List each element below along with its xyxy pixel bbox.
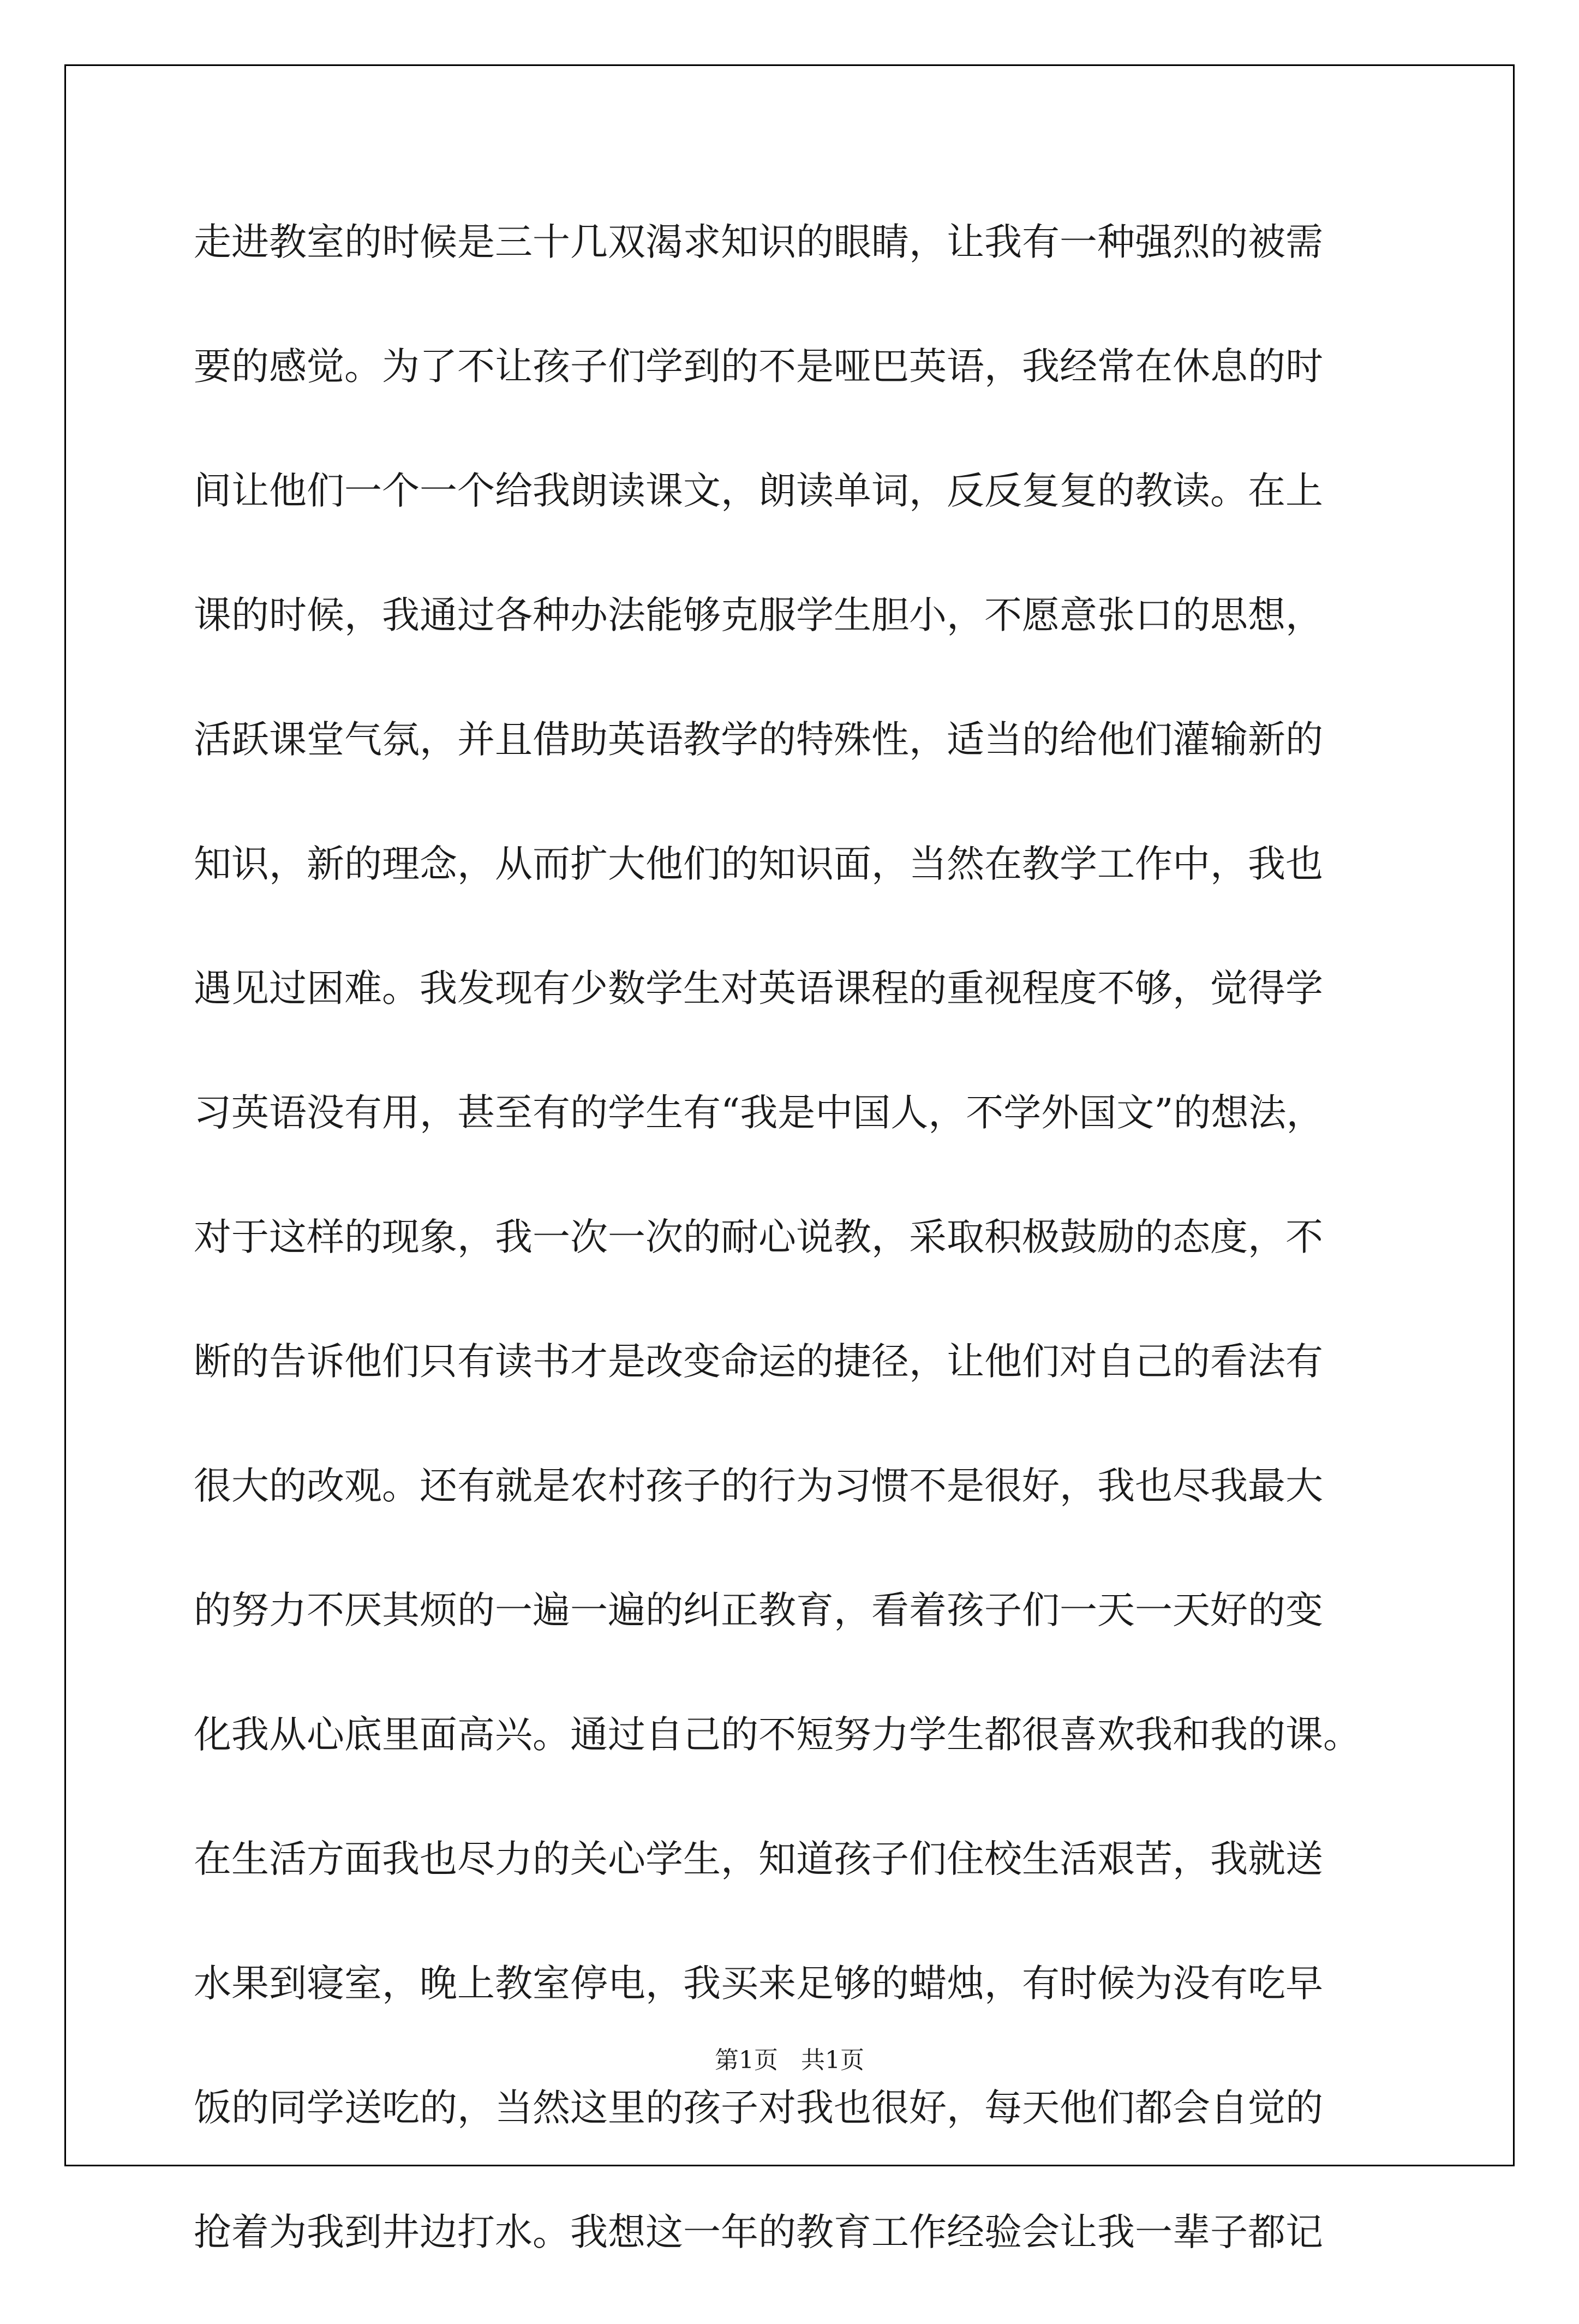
text-line: 课的时候，我通过各种办法能够克服学生胆小，不愿意张口的思想， [194,594,1323,637]
text-line: 遇见过困难。我发现有少数学生对英语课程的重视程度不够，觉得学 [194,967,1323,1010]
text-line: 在生活方面我也尽力的关心学生，知道孩子们住校生活艰苦，我就送 [194,1837,1323,1881]
text-line: 很大的改观。还有就是农村孩子的行为习惯不是很好，我也尽我最大 [194,1464,1323,1508]
text-line: 断的告诉他们只有读书才是改变命运的捷径，让他们对自己的看法有 [194,1340,1323,1383]
text-line: 要的感觉。为了不让孩子们学到的不是哑巴英语，我经常在休息的时 [194,345,1323,388]
text-line: 的努力不厌其烦的一遍一遍的纠正教育，看着孩子们一天一天好的变 [194,1589,1323,1632]
text-line: 走进教室的时候是三十几双渴求知识的眼睛，让我有一种强烈的被需 [194,220,1323,264]
document-body [194,209,1410,2324]
text-line: 习英语没有用，甚至有的学生有“我是中国人，不学外国文”的想法， [194,1091,1324,1135]
text-line: 水果到寝室，晚上教室停电，我买来足够的蜡烛，有时候为没有吃早 [194,1962,1323,2005]
text-line: 活跃课堂气氛，并且借助英语教学的特殊性，适当的给他们灌输新的 [194,718,1323,762]
page-footer: 第1页 共1页 [715,2046,864,2074]
text-line: 化我从心底里面高兴。通过自己的不短努力学生都很喜欢我和我的课。 [194,1713,1361,1757]
text-line: 饭的同学送吃的，当然这里的孩子对我也很好，每天他们都会自觉的 [194,2086,1323,2130]
text-line: 知识，新的理念，从而扩大他们的知识面，当然在教学工作中，我也 [194,842,1323,886]
text-line: 对于这样的现象，我一次一次的耐心说教，采取积极鼓励的态度，不 [194,1215,1323,1259]
text-line: 间让他们一个一个给我朗读课文，朗读单词，反反复复的教读。在上 [194,469,1323,513]
text-line: 抢着为我到井边打水。我想这一年的教育工作经验会让我一辈子都记 [194,2211,1323,2254]
